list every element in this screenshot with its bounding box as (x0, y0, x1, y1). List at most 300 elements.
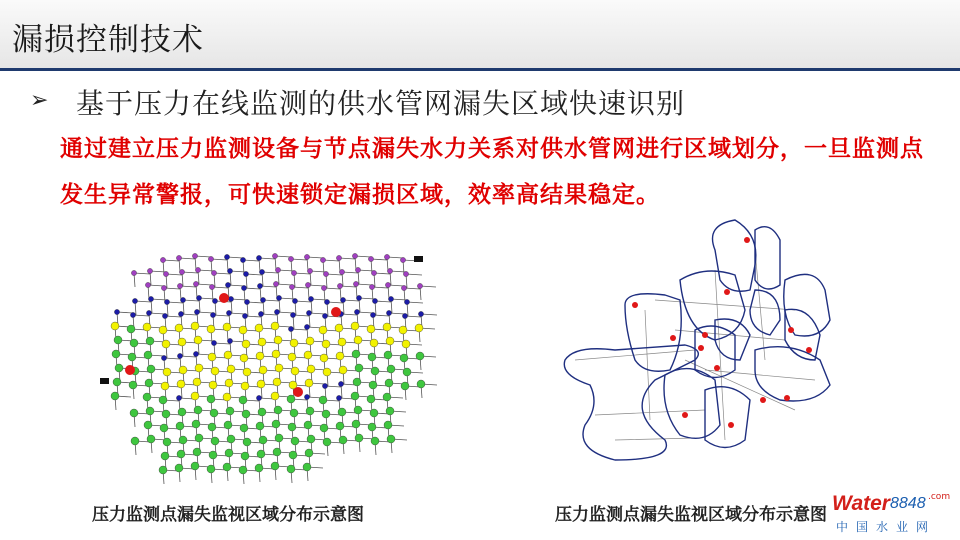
network-node (320, 424, 328, 432)
network-node (177, 380, 185, 388)
network-node (259, 436, 267, 444)
network-node (291, 367, 299, 375)
network-node (161, 452, 169, 460)
network-node (272, 420, 280, 428)
network-node (160, 257, 165, 262)
network-node (208, 353, 216, 361)
network-node (240, 354, 248, 362)
network-node (160, 424, 168, 432)
network-node (403, 271, 408, 276)
network-node (244, 299, 249, 304)
monitoring-point (293, 387, 303, 397)
network-node (260, 297, 265, 302)
network-node (292, 298, 297, 303)
network-node (146, 310, 151, 315)
network-node (159, 396, 167, 404)
network-node (194, 309, 199, 314)
network-node (417, 283, 422, 288)
network-node (351, 392, 359, 400)
watermark-subtitle: 中国水业网 (836, 520, 937, 534)
network-node (195, 364, 203, 372)
network-node (211, 367, 219, 375)
network-node (399, 326, 407, 334)
network-node (207, 395, 215, 403)
network-node (352, 420, 360, 428)
network-node (384, 421, 392, 429)
network-node (306, 407, 314, 415)
network-node (191, 462, 199, 470)
network-node (354, 336, 362, 344)
network-node (225, 449, 233, 457)
network-node (273, 448, 281, 456)
network-node (307, 268, 312, 273)
network-node (193, 378, 201, 386)
network-node (240, 257, 245, 262)
network-node (242, 313, 247, 318)
page-title: 漏损控制技术 (12, 22, 204, 58)
network-node (370, 409, 378, 417)
network-node (289, 451, 297, 459)
pipe-segment (420, 286, 436, 300)
monitoring-point (760, 397, 766, 403)
monitoring-point (788, 327, 794, 333)
network-node (271, 392, 279, 400)
network-node (163, 368, 171, 376)
network-node (192, 420, 200, 428)
network-node (211, 270, 216, 275)
monitoring-point (702, 332, 708, 338)
network-node (208, 423, 216, 431)
network-node (272, 350, 280, 358)
network-node (114, 336, 122, 344)
network-node (400, 354, 408, 362)
network-node (291, 270, 296, 275)
network-node (272, 253, 277, 258)
network-node (256, 255, 261, 260)
network-node (145, 282, 150, 287)
reservoir-icon (100, 378, 109, 384)
watermark-suffix: .com (928, 492, 951, 502)
network-node (162, 410, 170, 418)
network-node (418, 311, 423, 316)
network-node (308, 296, 313, 301)
network-node (193, 448, 201, 456)
network-node (336, 422, 344, 430)
network-node (288, 326, 293, 331)
network-node (287, 395, 295, 403)
network-node (305, 449, 313, 457)
network-node (404, 299, 409, 304)
network-node (224, 421, 232, 429)
network-node (143, 323, 151, 331)
network-node (147, 365, 155, 373)
network-node (273, 378, 281, 386)
network-node (386, 337, 394, 345)
network-node (339, 269, 344, 274)
network-node (147, 268, 152, 273)
network-node (355, 364, 363, 372)
network-node (115, 364, 123, 372)
network-node (114, 309, 119, 314)
network-node (128, 353, 136, 361)
network-node (178, 408, 186, 416)
network-node (319, 396, 327, 404)
network-node (179, 269, 184, 274)
network-node (385, 282, 390, 287)
network-node (242, 410, 250, 418)
monitoring-point (682, 412, 688, 418)
network-node (177, 450, 185, 458)
network-node (243, 271, 248, 276)
network-node (274, 336, 282, 344)
network-node (307, 365, 315, 373)
network-node (131, 270, 136, 275)
network-node (368, 353, 376, 361)
network-node (369, 381, 377, 389)
network-node (129, 381, 137, 389)
network-node (159, 466, 167, 474)
watermark-number: 8848 (890, 495, 926, 512)
network-node (288, 423, 296, 431)
network-node (322, 410, 330, 418)
network-node (259, 269, 264, 274)
network-node (211, 340, 216, 345)
network-node (195, 267, 200, 272)
network-node (387, 435, 395, 443)
network-node (384, 254, 389, 259)
network-node (146, 407, 154, 415)
network-node (415, 324, 423, 332)
monitoring-point (744, 237, 750, 243)
network-node (371, 367, 379, 375)
network-node (210, 312, 215, 317)
network-node (354, 309, 359, 314)
network-node (224, 254, 229, 259)
network-node (305, 282, 310, 287)
network-node (209, 284, 214, 289)
network-node (417, 380, 425, 388)
monitoring-point (125, 365, 135, 375)
network-node (212, 298, 217, 303)
reservoir-icon (414, 256, 423, 262)
network-node (356, 295, 361, 300)
network-node (227, 435, 235, 443)
network-node (147, 435, 155, 443)
network-node (255, 464, 263, 472)
network-node (336, 255, 341, 260)
network-node (162, 340, 170, 348)
network-node (227, 268, 232, 273)
network-node (370, 312, 375, 317)
network-node (226, 310, 231, 315)
network-node (338, 381, 343, 386)
network-node (290, 339, 298, 347)
network-node (337, 283, 342, 288)
network-node (353, 378, 361, 386)
network-node (352, 350, 360, 358)
network-node (209, 451, 217, 459)
network-node (383, 393, 391, 401)
network-node (367, 395, 375, 403)
network-node (387, 365, 395, 373)
network-node (338, 338, 346, 346)
zone-outlines (564, 220, 830, 460)
network-node (148, 296, 153, 301)
network-node (322, 313, 327, 318)
network-node (161, 355, 166, 360)
network-node (306, 337, 314, 345)
network-node (159, 326, 167, 334)
network-node (239, 466, 247, 474)
network-node (388, 296, 393, 301)
network-node (322, 383, 327, 388)
network-node (304, 394, 309, 399)
network-node (228, 296, 233, 301)
network-node (321, 285, 326, 290)
network-node (402, 313, 407, 318)
network-node (163, 438, 171, 446)
network-node (194, 336, 202, 344)
network-node (130, 409, 138, 417)
network-node (192, 253, 197, 258)
watermark-logo (832, 492, 950, 536)
network-node (207, 325, 215, 333)
network-node (258, 408, 266, 416)
network-node (416, 352, 424, 360)
network-node (336, 395, 341, 400)
network-node (402, 340, 410, 348)
network-node (304, 254, 309, 259)
network-node (256, 422, 264, 430)
network-node (323, 368, 331, 376)
monitoring-point (219, 293, 229, 303)
network-node (383, 323, 391, 331)
network-node (191, 392, 199, 400)
network-node (323, 438, 331, 446)
monitoring-point (331, 307, 341, 317)
network-node-diagram (92, 248, 442, 488)
network-node (143, 393, 151, 401)
network-node (307, 435, 315, 443)
network-node (223, 323, 231, 331)
monitoring-point (698, 345, 704, 351)
network-node (207, 465, 215, 473)
title-divider (0, 68, 960, 71)
network-node (196, 295, 201, 300)
network-node (367, 325, 375, 333)
network-node (384, 351, 392, 359)
network-node (243, 368, 251, 376)
network-node (209, 381, 217, 389)
network-node (273, 281, 278, 286)
network-node (131, 437, 139, 445)
network-node (352, 253, 357, 258)
highlight-paragraph: 通过建立压力监测设备与节点漏失水力关系对供水管网进行区域划分，一旦监测点发生异常警报，可快速锁定漏损区域，效率高结果稳定。 (60, 136, 924, 208)
network-node (211, 437, 219, 445)
network-node (276, 295, 281, 300)
title-bar (0, 0, 960, 68)
network-node (256, 395, 261, 400)
network-node (243, 438, 251, 446)
network-node (324, 299, 329, 304)
network-node (288, 353, 296, 361)
network-node (403, 368, 411, 376)
network-node (223, 393, 231, 401)
network-node (371, 270, 376, 275)
network-node (111, 392, 119, 400)
monitoring-point (784, 395, 790, 401)
network-node (194, 406, 202, 414)
network-node (130, 312, 135, 317)
network-node (130, 339, 138, 347)
network-node (305, 379, 313, 387)
network-node (177, 283, 182, 288)
network-node (178, 338, 186, 346)
bullet-heading: 基于压力在线监测的供水管网漏失区域快速识别 (76, 87, 686, 120)
network-node (257, 450, 265, 458)
network-node (176, 255, 181, 260)
network-node (144, 421, 152, 429)
network-node (258, 311, 263, 316)
network-node (303, 463, 311, 471)
network-node (193, 281, 198, 286)
network-node (338, 408, 346, 416)
network-node (401, 382, 409, 390)
network-node (274, 406, 282, 414)
network-node (257, 283, 262, 288)
network-node (175, 324, 183, 332)
network-node (339, 436, 347, 444)
network-node (275, 364, 283, 372)
network-node (241, 382, 249, 390)
network-node (271, 462, 279, 470)
network-node (386, 310, 391, 315)
watermark-word: Water (832, 492, 890, 515)
bullet-arrow-icon: ➢ (30, 88, 49, 113)
figure-caption-right: 压力监测点漏失监视区域分布示意图 (555, 505, 827, 525)
network-node (387, 268, 392, 273)
network-node (340, 297, 345, 302)
network-node (401, 285, 406, 290)
network-node (368, 256, 373, 261)
network-node (258, 338, 266, 346)
network-node (240, 424, 248, 432)
network-node (339, 366, 347, 374)
network-node (112, 350, 120, 358)
network-node (368, 423, 376, 431)
network-node (224, 351, 232, 359)
network-node (288, 256, 293, 261)
network-node (145, 379, 153, 387)
network-node (271, 322, 279, 330)
network-node (304, 351, 312, 359)
network-node (287, 465, 295, 473)
network-node (385, 379, 393, 387)
network-node (225, 282, 230, 287)
network-node (146, 337, 154, 345)
monitoring-point (714, 365, 720, 371)
network-node (275, 267, 280, 272)
network-node (195, 434, 203, 442)
monitoring-point (670, 335, 676, 341)
network-node (322, 340, 330, 348)
network-node (304, 421, 312, 429)
network-node (336, 352, 344, 360)
figure-caption-left: 压力监测点漏失监视区域分布示意图 (92, 505, 364, 525)
network-node (227, 365, 235, 373)
network-node (176, 395, 181, 400)
network-node (259, 366, 267, 374)
network-node (239, 326, 247, 334)
network-node (256, 352, 264, 360)
monitoring-point (724, 289, 730, 295)
network-node (354, 406, 362, 414)
network-node (241, 285, 246, 290)
network-node (355, 267, 360, 272)
network-node (257, 380, 265, 388)
zone-partition-diagram (555, 210, 855, 485)
network-node (239, 396, 247, 404)
network-node (371, 437, 379, 445)
network-node (242, 340, 250, 348)
network-node (191, 322, 199, 330)
network-node (223, 463, 231, 471)
network-node (144, 351, 152, 359)
network-node (320, 354, 328, 362)
network-node (320, 257, 325, 262)
network-node (164, 299, 169, 304)
network-node (323, 271, 328, 276)
network-node (111, 322, 119, 330)
network-node (179, 366, 187, 374)
network-node (208, 256, 213, 261)
network-node (162, 313, 167, 318)
network-node (127, 325, 135, 333)
network-node (226, 407, 234, 415)
network-node (351, 322, 359, 330)
network-node (290, 409, 298, 417)
network-node (290, 312, 295, 317)
network-node (113, 378, 121, 386)
network-node (372, 298, 377, 303)
network-node (400, 257, 405, 262)
network-node (319, 326, 327, 334)
network-node (179, 436, 187, 444)
network-node (386, 407, 394, 415)
network-node (175, 464, 183, 472)
network-node (255, 324, 263, 332)
network-node (353, 281, 358, 286)
network-node (370, 339, 378, 347)
network-node (304, 324, 309, 329)
monitoring-point (806, 347, 812, 353)
network-node (193, 351, 198, 356)
network-node (178, 311, 183, 316)
pipe-segment (421, 314, 437, 328)
network-node (335, 324, 343, 332)
network-node (355, 434, 363, 442)
network-node (177, 353, 182, 358)
network-node (274, 309, 279, 314)
network-node (180, 297, 185, 302)
monitoring-point (728, 422, 734, 428)
monitoring-point (632, 302, 638, 308)
network-node (241, 452, 249, 460)
network-node (161, 382, 169, 390)
network-node (132, 298, 137, 303)
network-node (306, 310, 311, 315)
network-node (225, 379, 233, 387)
